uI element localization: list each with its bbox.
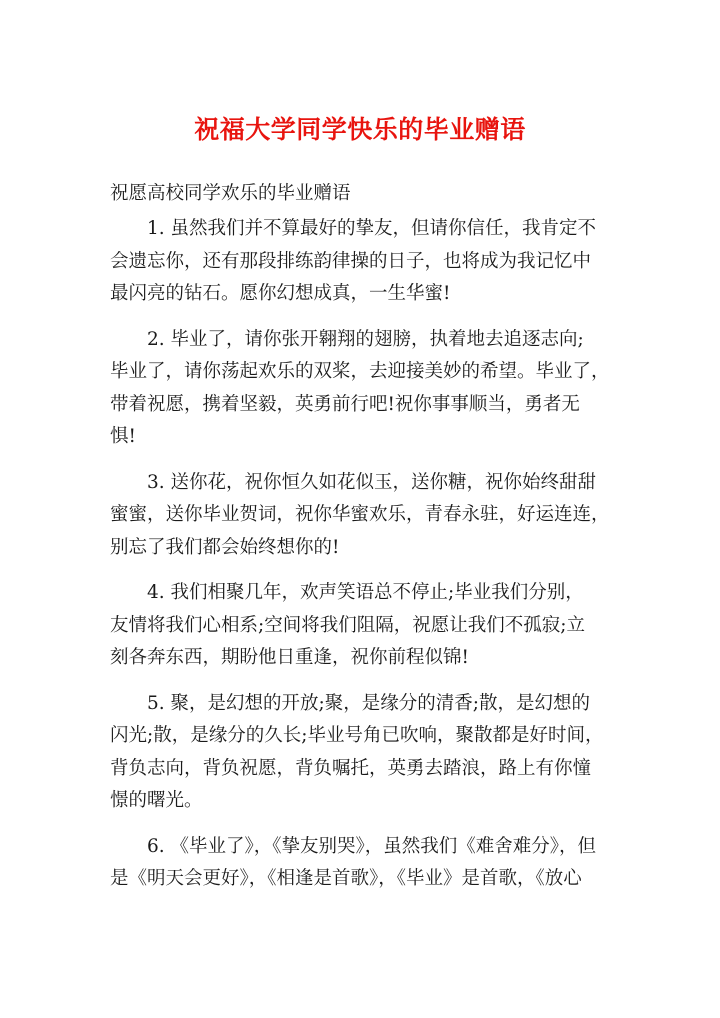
paragraph-line: 带着祝愿，携着坚毅，英勇前行吧!祝你事事顺当，勇者无: [110, 393, 580, 415]
document-body: [110, 213, 612, 909]
paragraph-line: 1. 虽然我们并不算最好的挚友，但请你信任，我肯定不: [147, 218, 597, 239]
paragraph-line: 是《明天会更好》，《相逢是首歌》，《毕业》是首歌，《放心: [110, 868, 582, 889]
paragraph-line: 会遗忘你，还有那段排练韵律操的日子，也将成为我记忆中: [110, 250, 592, 272]
paragraph-line: 蜜蜜，送你毕业贺词，祝你华蜜欢乐，青春永驻，好运连连，: [110, 504, 610, 525]
paragraph-line: 憬的曙光。: [110, 790, 203, 811]
paragraph-line: 闪光;散，是缘分的久长;毕业号角已吹响，聚散都是好时间，: [110, 725, 604, 746]
document-subtitle: 祝愿高校同学欢乐的毕业赠语: [110, 183, 351, 204]
paragraph-line: 4. 我们相聚几年，欢声笑语总不停止;毕业我们分别，: [147, 582, 584, 603]
paragraph-line: 5. 聚，是幻想的开放;聚，是缘分的清香;散，是幻想的: [147, 692, 590, 714]
paragraph-line: 3. 送你花，祝你恒久如花似玉，送你糖，祝你始终甜甜: [147, 471, 597, 493]
document-title: 祝福大学同学快乐的毕业赠语: [194, 115, 526, 144]
paragraph-5: [110, 688, 612, 818]
paragraph-line: 6. 《毕业了》，《挚友别哭》，虽然我们《难舍难分》，但: [147, 835, 597, 857]
paragraph-4: [110, 577, 612, 675]
paragraph-line: 刻各奔东西，期盼他日重逢，祝你前程似锦!: [110, 647, 469, 668]
paragraph-line: 最闪亮的钻石。愿你幻想成真，一生华蜜!: [110, 283, 451, 304]
paragraph-line: 惧!: [110, 426, 136, 447]
paragraph-6: [110, 831, 612, 896]
paragraph-line: 2. 毕业了，请你张开翱翔的翅膀，执着地去追逐志向;: [147, 328, 584, 350]
paragraph-line: 友情将我们心相系;空间将我们阻隔，祝愿让我们不孤寂;立: [110, 614, 585, 636]
paragraph-line: 别忘了我们都会始终想你的!: [110, 536, 340, 558]
paragraph-line: 背负志向，背负祝愿，背负嘱托，英勇去踏浪，路上有你憧: [110, 757, 592, 779]
paragraph-line: 毕业了，请你荡起欢乐的双桨，去迎接美妙的希望。毕业了，: [110, 361, 610, 382]
paragraph-3: [110, 467, 612, 565]
paragraph-2: [110, 324, 612, 454]
paragraph-1: [110, 213, 612, 311]
